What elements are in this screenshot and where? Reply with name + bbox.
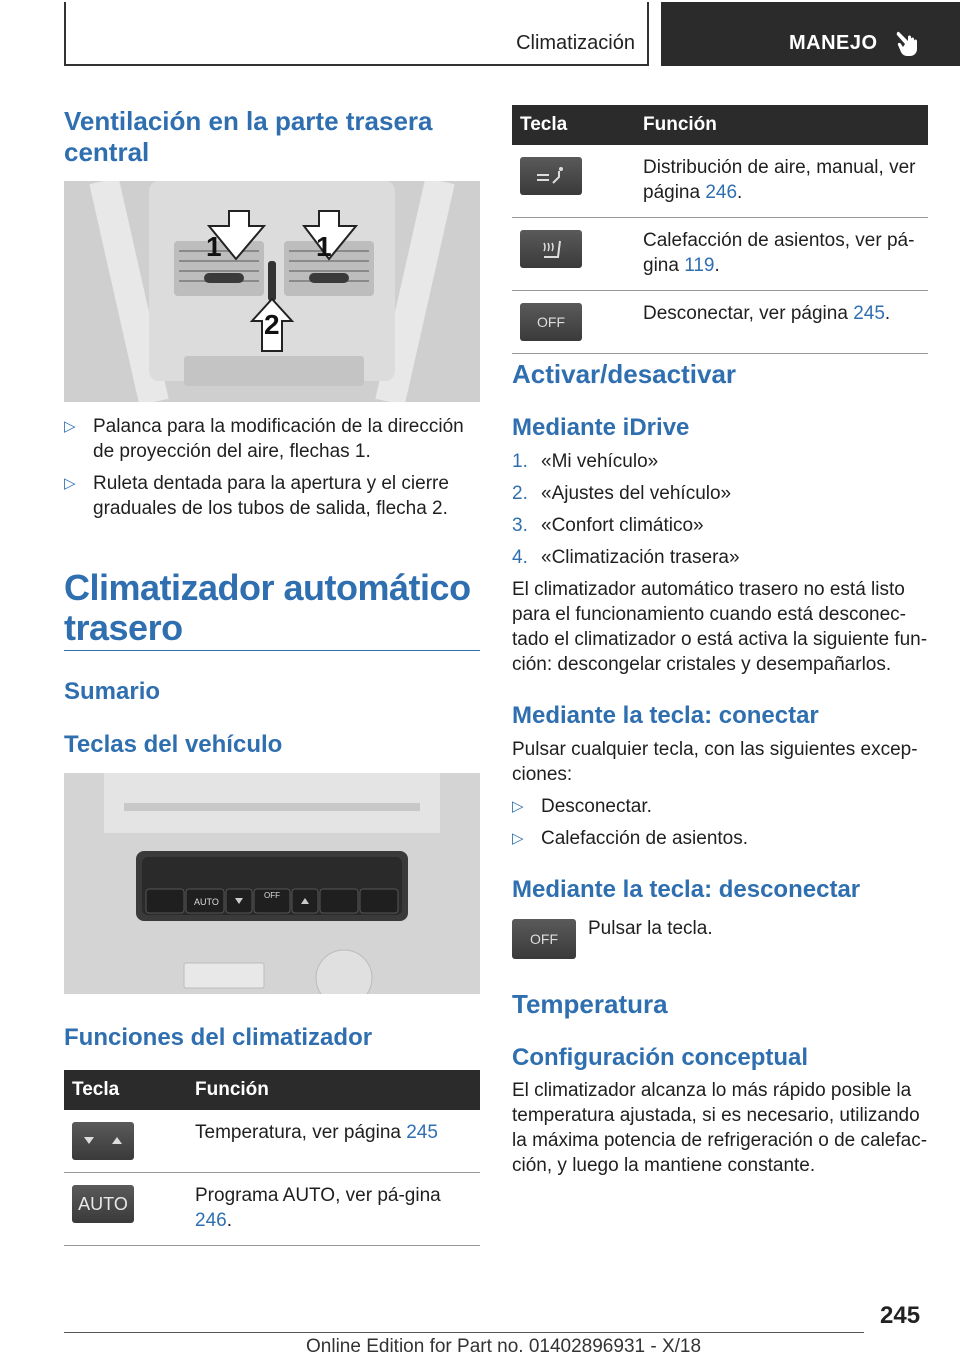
pointing-hand-icon <box>893 28 923 58</box>
list-item: 4. «Climatización trasera» <box>512 547 740 568</box>
list-item: 2. «Ajustes del vehículo» <box>512 483 732 504</box>
off-key-icon: OFF <box>512 919 576 959</box>
on-key-exceptions-list <box>512 794 928 858</box>
list-item: 3. «Confort climático» <box>512 515 704 536</box>
vent-photo <box>64 181 480 402</box>
off-key-title: Mediante la tecla: desconectar <box>512 876 861 903</box>
table-cell: Programa AUTO, ver pá-gina 246. <box>187 1173 480 1246</box>
list-item: ▷ Calefacción de asientos. <box>512 828 749 849</box>
idrive-title: Mediante iDrive <box>512 414 690 441</box>
vent-arrow-label-2: 2 <box>264 309 280 340</box>
temperature-key-icon <box>72 1122 134 1160</box>
table-row <box>64 1173 480 1246</box>
table-header-funcion: Función <box>187 1070 480 1110</box>
vent-illustration <box>64 181 480 402</box>
concept-paragraph: El climatizador alcanza lo más rápido posible la temperatura ajustada, si es necesario, utilizando la máxima potencia de refrigeración o de calefac-ción, y luego la mantiene constante. <box>512 1080 928 1176</box>
page-link[interactable]: 119 <box>684 255 715 276</box>
page-link[interactable]: 245 <box>853 303 885 324</box>
teclas-title: Teclas del vehículo <box>64 731 283 758</box>
header-section-box <box>64 2 649 66</box>
vent-bullet-list <box>64 414 480 528</box>
idrive-steps-list <box>512 449 928 577</box>
vent-arrow-label-1b: 1 <box>316 231 332 262</box>
funciones-title: Funciones del climatizador <box>64 1024 373 1051</box>
header-chapter-label: MANEJO <box>789 32 878 54</box>
table-cell: Desconectar, ver página 245. <box>635 291 928 354</box>
panel-off-label: OFF <box>264 891 280 900</box>
table-row <box>512 145 928 218</box>
on-key-paragraph: Pulsar cualquier tecla, con las siguientes excep-ciones: <box>512 739 918 785</box>
triangle-bullet-icon: ▷ <box>512 798 524 815</box>
header-chapter-tab[interactable] <box>661 2 960 66</box>
table-row <box>512 291 928 354</box>
list-item: ▷ Palanca para la modificación de la dirección de proyección del aire, flechas 1. <box>64 416 464 462</box>
vent-section-title: Ventilación en la parte trasera central <box>64 106 433 167</box>
temperatura-title: Temperatura <box>512 989 668 1019</box>
list-item: 1. «Mi vehículo» <box>512 451 659 472</box>
left-function-table <box>64 1070 480 1246</box>
triangle-bullet-icon: ▷ <box>64 475 76 492</box>
page-number: 245 <box>880 1302 921 1329</box>
right-function-table <box>512 105 928 354</box>
header-section-title: Climatización <box>516 32 635 54</box>
list-item: ▷ Ruleta dentada para la apertura y el cierre graduales de los tubos de salida, flecha 2. <box>64 473 449 519</box>
table-row <box>64 1110 480 1173</box>
triangle-bullet-icon: ▷ <box>64 418 76 435</box>
idrive-paragraph: El climatizador automático trasero no está listo para el funcionamiento cuando está desconec-tado el climatizador o está activa la siguiente fun-ción: descongelar cristales y desempañarlos. <box>512 579 928 675</box>
panel-auto-label: AUTO <box>194 897 219 907</box>
triangle-bullet-icon: ▷ <box>512 830 524 847</box>
table-header-tecla: Tecla <box>512 105 635 145</box>
off-key-icon: OFF <box>520 303 582 341</box>
concept-title: Configuración conceptual <box>512 1044 809 1071</box>
page-link[interactable]: 246 <box>705 182 738 203</box>
air-distribution-key-icon <box>520 157 582 195</box>
table-header-tecla: Tecla <box>64 1070 187 1110</box>
table-cell: Calefacción de asientos, ver pá-gina 119. <box>635 218 928 291</box>
table-cell: Distribución de aire, manual, ver página 246. <box>635 145 928 218</box>
auto-key-icon: AUTO <box>72 1185 134 1223</box>
seat-heating-key-icon <box>520 230 582 268</box>
control-panel-photo <box>64 773 480 994</box>
section-divider <box>64 650 480 651</box>
footer-divider <box>64 1332 864 1333</box>
off-key-paragraph: Pulsar la tecla. <box>588 918 713 939</box>
vent-arrow-label-1a: 1 <box>206 231 222 262</box>
table-row <box>512 218 928 291</box>
list-item: ▷ Desconectar. <box>512 796 652 817</box>
table-header-funcion: Función <box>635 105 928 145</box>
page-link[interactable]: 246 <box>195 1210 227 1231</box>
control-panel-illustration <box>64 773 480 994</box>
climate-section-title: Climatizador automático trasero <box>64 567 471 648</box>
table-cell: Temperatura, ver página 245 <box>187 1110 480 1173</box>
activar-title: Activar/desactivar <box>512 359 737 389</box>
footer-edition: Online Edition for Part no. 01402896931 - X/18 <box>306 1336 702 1357</box>
sumario-title: Sumario <box>64 678 161 705</box>
page-link[interactable]: 245 <box>406 1122 438 1143</box>
on-key-title: Mediante la tecla: conectar <box>512 702 819 729</box>
